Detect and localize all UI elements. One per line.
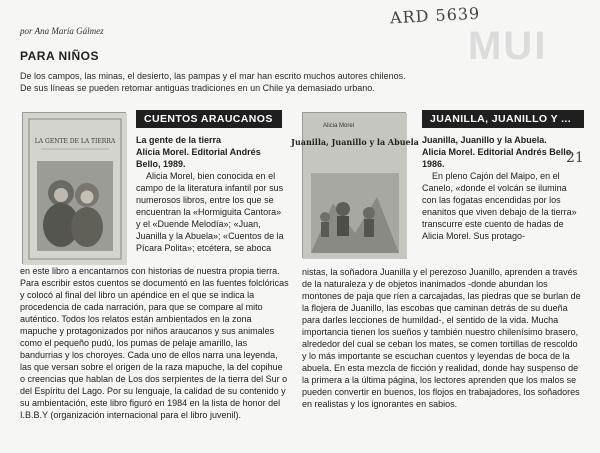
watermark: MUI bbox=[468, 24, 548, 68]
cover-title-text: LA GENTE DE LA TIERRA bbox=[34, 138, 116, 145]
intro-paragraph bbox=[20, 70, 440, 94]
book-title: La gente de la tierra bbox=[136, 135, 222, 145]
book-meta: Alicia Morel. Editorial Andrés Bello, 1986. bbox=[422, 147, 574, 169]
section-title: PARA NIÑOS bbox=[20, 49, 100, 63]
right-article-bottom: nistas, la soñadora Juanilla y el perezoso Juanillo, aprenden a través de la naturaleza y de objetos inanimados -donde abundan los montones de paja que ríen a carcajadas, las piedras que se burlan de la flojera de Juanillo, las escobas que caminan detrás de su dueña para darles lecciones de humildad-, el sentido de la vida. Mucha importancia tienen los sueños y también nuestro chilenísimo brasero, alrededor del cual se ceban los mates, se comen tortillas de rescoldo y lo más importante se escuchan cuentos y leyendas de boca de la abuela. En esta mezcla de ficción y realidad, donde hay suspenso de la primera a la última página, los lectores aprenden que los malos se pueden convertir en buenos, los flojos en trabajadores, los soñadores en realistas y los ignorantes en sabios. bbox=[302, 267, 581, 409]
book-title: Juanilla, Juanillo y la Abuela. bbox=[422, 135, 547, 145]
book-cover-gente-tierra bbox=[22, 112, 126, 264]
left-article-bottom: en este libro a encantarnos con historias de nuestra propia tierra. Para escribir estos cuentos se documentó en las fuentes folclóricas y colocó al final del libro un apéndice en el que se indica la procedencia de cada narración, para que se compare al mito auténtico. Todos los relatos están ambientados en la zona mapuche y protagonizados por niños araucanos y sus animales como el pequeño pudú, los pumas de pelaje amarillo, las bandurrias y los choroyes. Cada uno de ellos narra una leyenda, las que versan sobre el origen de la raza mapuche, la del copihue o creencias que hablan de Los dos serpientes de la tierra del Sur o del Espíritu del Lago. Por su lenguaje, la calidad de su contenido y su ambientación, este libro figuró en 1984 en la lista de honor del I.B.B.Y (organización internacional para el libro juvenil). bbox=[20, 266, 289, 420]
intro-line: De los campos, las minas, el desierto, las pampas y el mar han escrito muchos autores chilenos. bbox=[20, 71, 406, 81]
article-text: Alicia Morel, bien conocida en el campo de la literatura infantil por sus numerosos libros, entre los que se encuentran la «Hormiguita Cantora» y el «Duende Melodía»; «Juan, Juanilla y la Abuela»; «Cuentos de la Pícara Polita»; etcétera, se aboca bbox=[136, 171, 284, 253]
section-banner-juanilla: JUANILLA, JUANILLO Y ... bbox=[422, 110, 584, 128]
cover-title-text: Juanilla, Juanillo y la Abuela bbox=[291, 137, 419, 147]
margin-note: 21 bbox=[566, 150, 584, 166]
intro-line: De sus líneas se pueden retomar antiguas tradiciones en un Chile ya demasiado urbano. bbox=[20, 83, 375, 93]
cover-illustration-icon bbox=[291, 113, 419, 259]
right-article-top bbox=[422, 134, 582, 242]
handwritten-reference: ARD 5639 bbox=[389, 3, 481, 28]
cover-illustration-icon bbox=[23, 113, 127, 265]
byline: por Ana María Gálmez bbox=[20, 26, 104, 36]
cover-author-text: Alicia Morel bbox=[323, 123, 355, 129]
article-text: En pleno Cajón del Maipo, en el Canelo, «donde el volcán se ilumina con las fogatas encendidas por los enanitos que viven debajo de la tierra» transcurre este cuento de hadas de Alicia Morel. Sus protago- bbox=[422, 171, 577, 241]
book-meta: Alicia Morel. Editorial Andrés Bello, 1989. bbox=[136, 147, 261, 169]
left-article-top bbox=[136, 134, 286, 254]
section-banner-cuentos-araucanos: CUENTOS ARAUCANOS bbox=[136, 110, 282, 128]
book-cover-juanilla bbox=[291, 112, 419, 258]
